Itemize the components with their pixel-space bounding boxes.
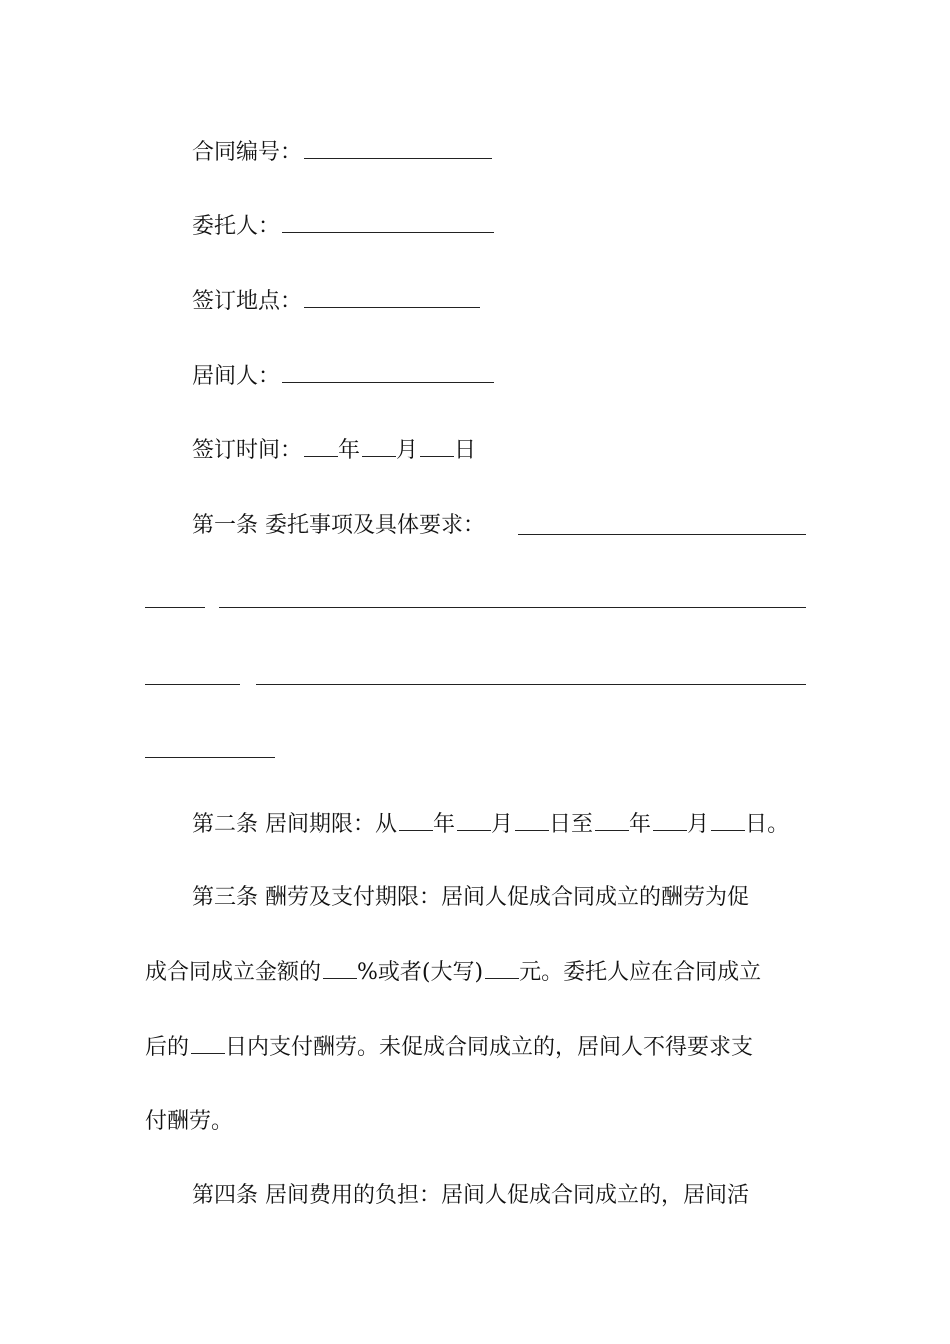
article-1-blank-2a[interactable] [145, 607, 205, 608]
sign-day-blank[interactable] [420, 438, 454, 457]
contract-number-blank[interactable] [304, 140, 492, 159]
month-label: 月 [491, 812, 514, 837]
intermediary-row [192, 362, 494, 392]
sign-time-label: 签订时间： [192, 438, 303, 463]
month-label: 月 [687, 812, 710, 837]
article-1-text: 第一条 委托事项及具体要求： [192, 513, 485, 538]
article-3-line-3 [145, 1033, 753, 1063]
month-label: 月 [396, 438, 419, 463]
year-label: 年 [338, 438, 361, 463]
article-3-line-1 [192, 883, 749, 913]
article-3-text-1: 第三条 酬劳及支付期限：居间人促成合同成立的酬劳为促 [192, 885, 749, 910]
client-blank[interactable] [282, 214, 494, 233]
period-start-month-blank[interactable] [457, 812, 491, 831]
article-1-blank-1[interactable] [518, 534, 806, 535]
article-3-text-3b: 日内支付酬劳。未促成合同成立的，居间人不得要求支 [225, 1035, 754, 1060]
contract-number-row [192, 138, 492, 168]
article-3-text-2a: 成合同成立金额的 [145, 960, 322, 985]
sign-time-row [192, 436, 476, 466]
client-row [192, 212, 494, 242]
year-label: 年 [629, 812, 652, 837]
sign-place-blank[interactable] [304, 289, 480, 308]
article-1-blank-4[interactable] [145, 757, 275, 758]
sign-place-row [192, 287, 480, 317]
article-1-blank-3b[interactable] [256, 684, 806, 685]
article-3-line-4 [145, 1107, 233, 1137]
period-end-year-blank[interactable] [595, 812, 629, 831]
year-label: 年 [433, 812, 456, 837]
article-2-prefix: 第二条 居间期限：从 [192, 812, 397, 837]
article-3-text-2c: 元。委托人应在合同成立 [519, 960, 762, 985]
sign-year-blank[interactable] [304, 438, 338, 457]
article-1-blank-2b[interactable] [219, 607, 806, 608]
period-start-day-blank[interactable] [515, 812, 549, 831]
article-3-line-2 [145, 958, 761, 988]
article-4-text-1: 第四条 居间费用的负担：居间人促成合同成立的，居间活 [192, 1183, 749, 1208]
article-2-end: 日。 [745, 812, 790, 837]
article-1-blank-3a[interactable] [145, 684, 240, 685]
contract-number-label: 合同编号： [192, 140, 303, 165]
article-2-to: 日至 [549, 812, 594, 837]
article-4-line-1 [192, 1181, 749, 1211]
sign-month-blank[interactable] [362, 438, 396, 457]
period-start-year-blank[interactable] [399, 812, 433, 831]
intermediary-blank[interactable] [282, 364, 494, 383]
sign-place-label: 签订地点： [192, 289, 303, 314]
day-label: 日 [454, 438, 477, 463]
intermediary-label: 居间人： [192, 364, 281, 389]
article-3-text-2b: %或者(大写) [357, 960, 484, 985]
payment-days-blank[interactable] [191, 1035, 225, 1054]
amount-blank[interactable] [485, 960, 519, 979]
period-end-day-blank[interactable] [711, 812, 745, 831]
article-3-text-4: 付酬劳。 [145, 1109, 234, 1134]
percent-blank[interactable] [323, 960, 357, 979]
client-label: 委托人： [192, 214, 281, 239]
article-3-text-3a: 后的 [145, 1035, 190, 1060]
period-end-month-blank[interactable] [653, 812, 687, 831]
article-1-heading [192, 511, 485, 541]
article-2 [192, 810, 789, 840]
